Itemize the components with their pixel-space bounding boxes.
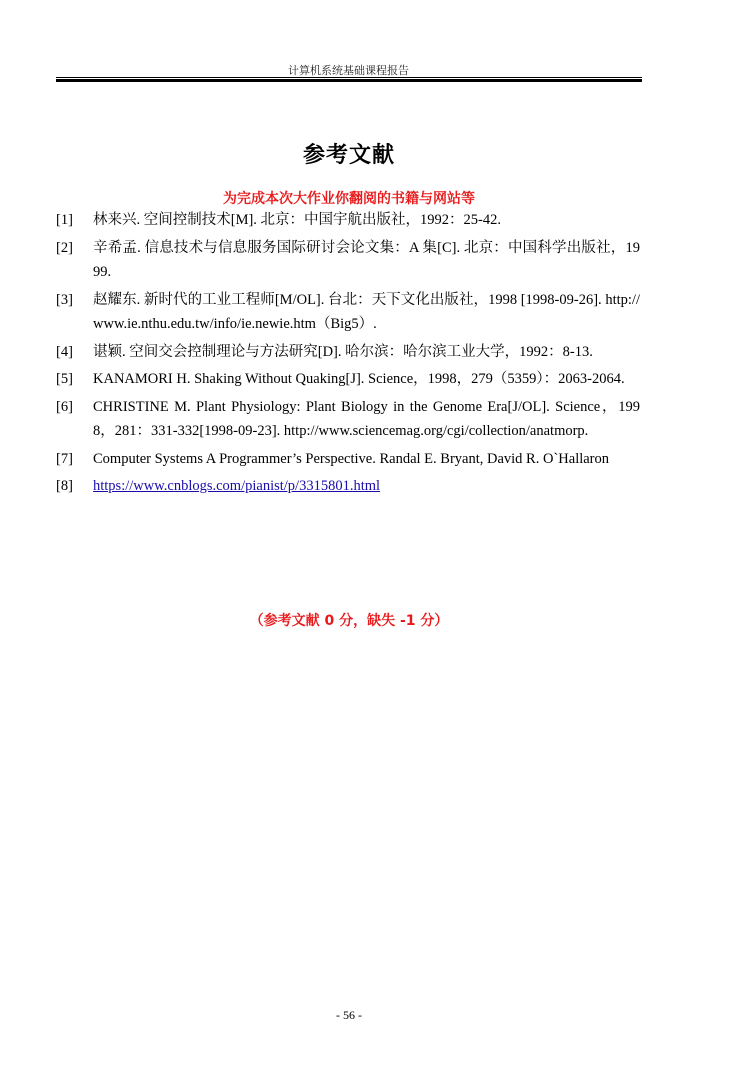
reference-text	[93, 474, 640, 499]
reference-number: [3]	[56, 291, 73, 308]
score-note: （参考文献 0 分，缺失 -1 分）	[249, 613, 449, 629]
header-rule-thin	[56, 77, 642, 78]
reference-item-1	[56, 208, 640, 233]
reference-number: [7]	[56, 450, 73, 467]
reference-text: 谌颖. 空间交会控制理论与方法研究[D]. 哈尔滨：哈尔滨工业大学，1992：8-13.	[93, 343, 593, 360]
reference-text: 辛希孟. 信息技术与信息服务国际研讨会论文集：A 集[C]. 北京：中国科学出版社，1999.	[93, 239, 640, 280]
reference-number: [4]	[56, 343, 73, 360]
running-header: 计算机系统基础课程报告	[288, 64, 409, 77]
reference-text: CHRISTINE M. Plant Physiology: Plant Biology in the Genome Era[J/OL]. Science，1998，281：331-332[1998-09-23]. http://www.sciencemag.org/cgi/collection/anatmorp.	[93, 398, 640, 439]
reference-item-3	[56, 288, 640, 337]
reference-number: [1]	[56, 212, 73, 228]
reference-link[interactable]: https://www.cnblogs.com/pianist/p/3315801.html	[93, 478, 381, 494]
reference-text: Computer Systems A Programmer’s Perspective. Randal E. Bryant, David R. O`Hallaron	[93, 450, 610, 467]
reference-list	[56, 208, 640, 502]
reference-text: 林来兴. 空间控制技术[M]. 北京：中国宇航出版社，1992：25-42.	[93, 212, 502, 228]
reference-number: [5]	[56, 371, 73, 387]
reference-number: [8]	[56, 478, 73, 494]
reference-number: [6]	[56, 398, 73, 415]
reference-text: KANAMORI H. Shaking Without Quaking[J]. Science，1998，279（5359）：2063-2064.	[93, 371, 625, 387]
page-title: 参考文献	[302, 143, 395, 168]
reference-item-4	[56, 340, 640, 365]
reference-text: 赵耀东. 新时代的工业工程师[M/OL]. 台北：天下文化出版社，1998 [1998-09-26]. http://www.ie.nthu.edu.tw/info/ie.newie.htm（Big5）.	[93, 291, 640, 332]
reference-item-6	[56, 395, 640, 444]
reference-item-5	[56, 367, 640, 392]
reference-item-8	[56, 474, 640, 499]
header-rule-thick	[56, 79, 642, 82]
page-number: - 56 -	[336, 1008, 362, 1022]
instruction-note: 为完成本次大作业你翻阅的书籍与网站等	[223, 191, 475, 207]
reference-number: [2]	[56, 239, 73, 256]
reference-item-7	[56, 447, 640, 472]
reference-item-2	[56, 236, 640, 285]
